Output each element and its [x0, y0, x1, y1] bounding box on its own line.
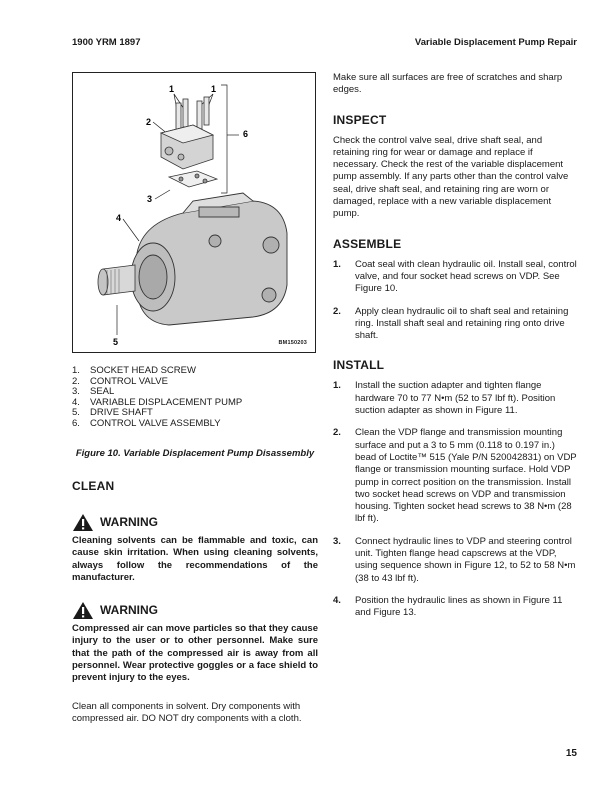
pump-illustration [73, 73, 317, 354]
surface-note: Make sure all surfaces are free of scratches and sharp edges. [333, 72, 563, 96]
warning-1-label: WARNING [100, 515, 158, 529]
callout-4: 4 [116, 213, 122, 223]
callout-1-right: 1 [211, 84, 217, 94]
warning-2-text: Compressed air can move particles so that they cause injury to the user or to other personnel. Make sure that the path of the compressed air is away from all personnel. Wear protective goggles or a face shield to prevent injury to the eyes. [72, 623, 318, 684]
install-step: 3. Connect hydraulic lines to VDP and steering control unit. Tighten flange head capscrews at the VDP, using sequence shown in Figure 12, to 52 to 58 N•m (38 to 43 lbf ft). [333, 535, 576, 584]
legend-item: 1. SOCKET HEAD SCREW [72, 365, 196, 376]
inspect-text: Check the control valve seal, drive shaft seal, and retaining ring for wear or damage and replace if necessary. Check the rest of the variable displacement pump assembly. If any parts other than the control valve seal, drive shaft seal, and retaining ring are worn or damaged, replace with a new variable displacement pump. [333, 134, 569, 220]
callout-6: 6 [243, 129, 249, 139]
warning-triangle-icon [72, 513, 94, 532]
legend-item: 4. VARIABLE DISPLACEMENT PUMP [72, 396, 243, 408]
warning-triangle-icon [72, 601, 94, 620]
figure-caption: Figure 10. Variable Displacement Pump Disassembly [75, 448, 315, 459]
legend-item: 3. SEAL [72, 386, 115, 397]
figure-legend [72, 366, 318, 429]
assemble-steps [333, 259, 577, 343]
callout-1-left: 1 [169, 84, 175, 94]
warning-1-title [72, 511, 318, 533]
install-heading: INSTALL [333, 358, 385, 373]
callout-2: 2 [146, 117, 152, 127]
page-number: 15 [565, 748, 577, 759]
assemble-heading: ASSEMBLE [333, 236, 402, 251]
inspect-heading: INSPECT [333, 112, 387, 127]
install-steps [333, 380, 577, 619]
callout-3: 3 [147, 194, 153, 204]
warning-1-text: Cleaning solvents can be flammable and toxic, can cause skin irritation. When using cleaning solvents, always follow the recommendations of the manufacturer. [72, 535, 318, 583]
document-code: 1900 YRM 1897 [72, 37, 141, 48]
clean-heading: CLEAN [72, 479, 115, 493]
install-step: 4. Position the hydraulic lines as shown in Figure 11 and Figure 13. [333, 594, 563, 619]
figure-10 [72, 72, 316, 353]
warning-2-label: WARNING [100, 603, 158, 618]
legend-item: 5. DRIVE SHAFT [72, 407, 153, 418]
image-code: BM150203 [278, 340, 307, 346]
clean-instructions: Clean all components in solvent. Dry components with compressed air. DO NOT dry components with a cloth. [72, 700, 302, 724]
install-step: 1. Install the suction adapter and tighten flange hardware 70 to 77 N•m (52 to 57 lbf ft). Position suction adapter as shown in Figure 11. [333, 380, 556, 417]
install-step: 2. Clean the VDP flange and transmission mounting surface and put a 3 to 5 mm (0.118 to 0.197 in.) bead of Loctite™ 515 (Yale P/N 520042831) on VDP flange or transmission mounting surface. Hold VDP pump in correct position on the transmission. Install two socket head screws on VDP and transmission housing. Tighten socket head screws to 38 N•m (28 lbf ft). [333, 427, 577, 525]
assemble-step: 2. Apply clean hydraulic oil to shaft seal and retaining ring. Install shaft seal and retaining ring onto drive shaft. [333, 305, 569, 342]
legend-item: 2. CONTROL VALVE [72, 375, 168, 387]
right-column [333, 72, 577, 630]
left-column [72, 72, 318, 725]
warning-2-title [72, 599, 318, 621]
section-title: Variable Displacement Pump Repair [414, 37, 577, 48]
assemble-step: 1. Coat seal with clean hydraulic oil. Install seal, control valve, and four socket head screws on VDP. See Figure 10. [333, 258, 577, 295]
callout-5: 5 [113, 337, 119, 347]
legend-item: 6. CONTROL VALVE ASSEMBLY [72, 417, 221, 429]
